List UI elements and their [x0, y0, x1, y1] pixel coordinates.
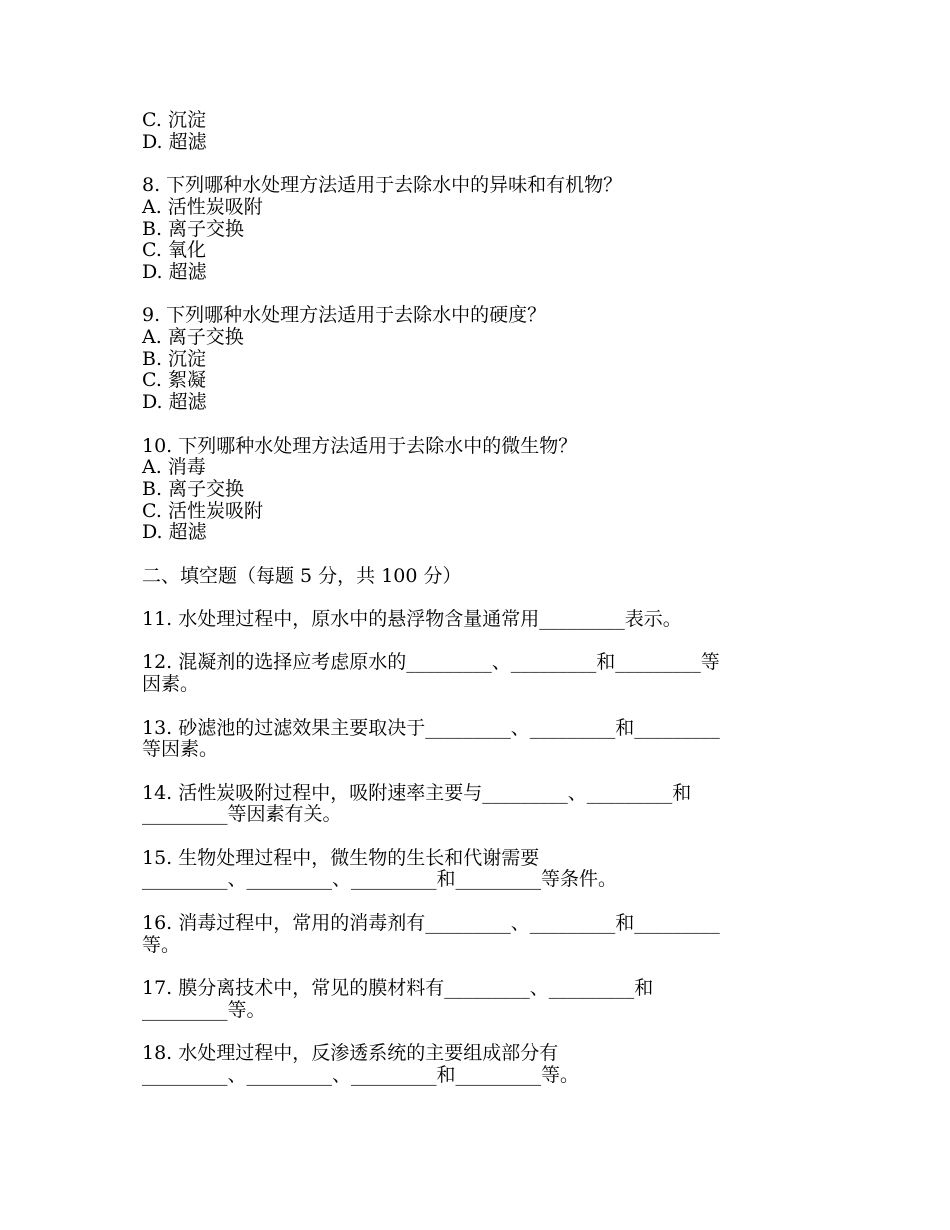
question-8-option-a: A. 活性炭吸附: [142, 195, 263, 218]
spacer: [142, 891, 812, 913]
spacer: [142, 414, 812, 436]
fill-in-14-line-1: 14. 活性炭吸附过程中，吸附速率主要与_________、_________和: [142, 781, 692, 804]
question-8-option-c: C. 氧化: [142, 239, 206, 262]
spacer: [142, 587, 812, 609]
fill-in-18-line-1: 18. 水处理过程中，反渗透系统的主要组成部分有: [142, 1042, 559, 1065]
spacer: [142, 761, 812, 783]
question-8-stem: 8. 下列哪种水处理方法适用于去除水中的异味和有机物？: [142, 174, 623, 197]
spacer: [142, 696, 812, 718]
fill-in-16-line-2: 等。: [142, 933, 181, 956]
question-10-option-b: B. 离子交换: [142, 477, 245, 500]
question-9-option-d: D. 超滤: [142, 391, 207, 414]
question-9-option-b: B. 沉淀: [142, 347, 207, 370]
fill-in-18-line-2: _________、_________、_________和_________等。: [142, 1063, 580, 1086]
question-10-option-c: C. 活性炭吸附: [142, 499, 263, 522]
spacer: [142, 956, 812, 978]
spacer: [142, 826, 812, 848]
question-9-option-c: C. 絮凝: [142, 369, 206, 392]
question-10-option-d: D. 超滤: [142, 521, 207, 544]
spacer: [142, 153, 812, 175]
question-10-stem: 10. 下列哪种水处理方法适用于去除水中的微生物？: [142, 434, 578, 457]
spacer: [142, 544, 812, 566]
fill-in-14-line-2: _________等因素有关。: [142, 803, 342, 826]
section-2-heading: 二、填空题（每题 5 分，共 100 分）: [142, 564, 462, 587]
fill-in-15-line-2: _________、_________、_________和_________等条件。: [142, 868, 618, 891]
fill-in-12-line-1: 12. 混凝剂的选择应考虑原水的_________、_________和_________等: [142, 651, 720, 674]
fill-in-13-line-1: 13. 砂滤池的过滤效果主要取决于_________、_________和_________: [142, 716, 720, 739]
option-d-continued: D. 超滤: [142, 130, 207, 153]
fill-in-16-line-1: 16. 消毒过程中，常用的消毒剂有_________、_________和_________: [142, 911, 720, 934]
spacer: [142, 284, 812, 306]
fill-in-17-line-2: _________等。: [142, 998, 266, 1021]
question-9-stem: 9. 下列哪种水处理方法适用于去除水中的硬度？: [142, 304, 547, 327]
question-10-option-a: A. 消毒: [142, 456, 206, 479]
spacer: [142, 631, 812, 653]
question-8-option-d: D. 超滤: [142, 260, 207, 283]
spacer: [142, 1021, 812, 1043]
fill-in-11-line-1: 11. 水处理过程中，原水中的悬浮物含量通常用_________表示。: [142, 608, 682, 631]
fill-in-15-line-1: 15. 生物处理过程中，微生物的生长和代谢需要: [142, 846, 540, 869]
question-9-option-a: A. 离子交换: [142, 326, 244, 348]
fill-in-17-line-1: 17. 膜分离技术中，常见的膜材料有_________、_________和: [142, 976, 654, 999]
document-page: [142, 110, 812, 1086]
question-8-option-b: B. 离子交换: [142, 217, 245, 240]
option-c-continued: C. 沉淀: [142, 109, 206, 131]
fill-in-13-line-2: 等因素。: [142, 738, 219, 761]
fill-in-12-line-2: 因素。: [142, 673, 200, 696]
